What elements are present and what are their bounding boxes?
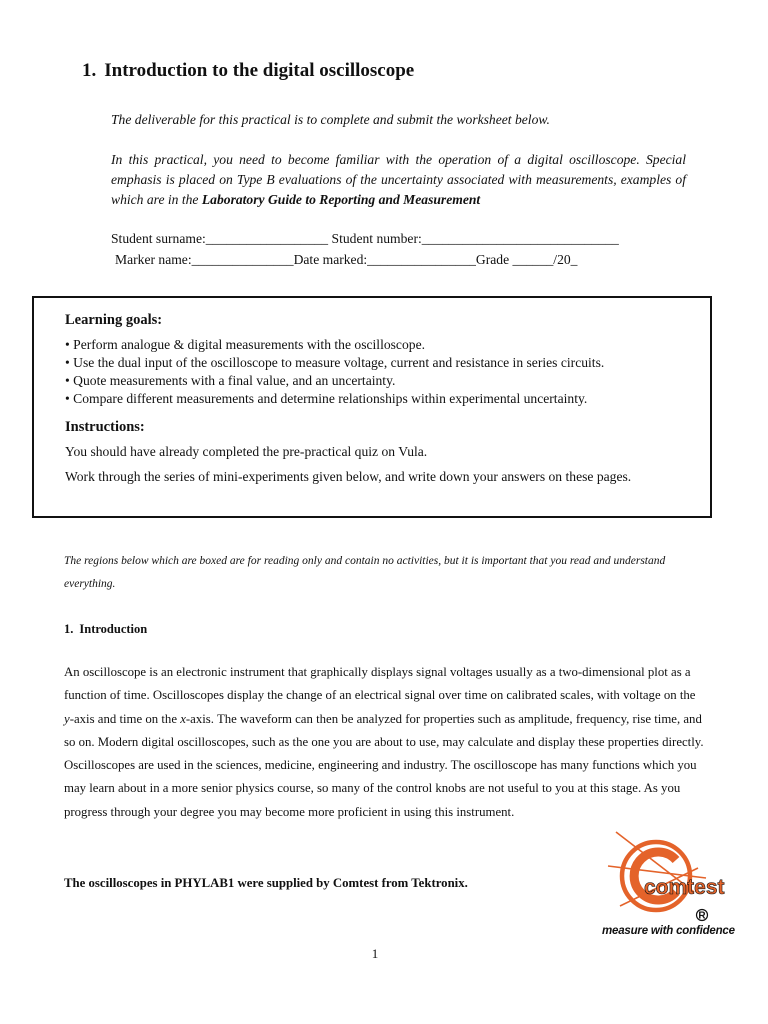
- supplier-text: The oscilloscopes in PHYLAB1 were supplied by Comtest from Tektronix.: [64, 876, 468, 890]
- comtest-logo-mark: [598, 826, 738, 926]
- deliverable-text: The deliverable for this practical is to complete and submit the worksheet below.: [111, 112, 550, 127]
- learning-goals-box: [32, 296, 712, 518]
- logo-tagline: measure with confidence: [602, 925, 735, 937]
- body-text-part: -axis. The waveform can then be analyzed for properties such as amplitude, frequency, rise time, and so on. Modern digital oscilloscopes, such as the one you are about to use, may calculate and display these properties directly. Oscilloscopes are used in the sciences, medicine, engineering and industry. The oscilloscope has many functions which you may learn about in a more senior physics course, so many of the control knobs are not useful to you at this stage. As you progress through your degree you may become more proficient in using this instrument.: [64, 711, 704, 819]
- section-number: 1.: [82, 60, 97, 81]
- y-axis-label: y: [64, 711, 70, 726]
- title-text: Introduction to the digital oscilloscope: [104, 60, 415, 81]
- student-form-line: Student surname:__________________ Student number:_____________________________: [111, 231, 619, 246]
- learning-goal-item: • Compare different measurements and determine relationships within experimental uncertainty.: [65, 391, 588, 406]
- introduction-paragraph: [64, 661, 704, 824]
- section-heading-text: Introduction: [79, 622, 148, 636]
- learning-goal-item: • Use the dual input of the oscilloscope to measure voltage, current and resistance in series circuits.: [65, 355, 605, 370]
- marker-form-line: Marker name:_______________Date marked:________________Grade ______/20_: [115, 252, 578, 267]
- instructions-heading: Instructions:: [65, 419, 145, 435]
- instruction-item: You should have already completed the pre-practical quiz on Vula.: [65, 444, 428, 459]
- reading-note: The regions below which are boxed are for reading only and contain no activities, but it is important that you read and understand everything.: [64, 555, 666, 590]
- comtest-logo: [598, 826, 738, 944]
- svg-text:R: R: [698, 910, 706, 922]
- intro-paragraph-text: In this practical, you need to become familiar with the operation of a digital oscilloscope. Special emphasis is placed on Type B evaluations of the uncertainty associated with measurements, examples of which are in the: [111, 152, 686, 207]
- learning-goal-item: • Quote measurements with a final value, and an uncertainty.: [65, 373, 396, 388]
- instruction-item: Work through the series of mini-experiments given below, and write down your answers on these pages.: [65, 469, 632, 484]
- learning-goal-item: • Perform analogue & digital measurements with the oscilloscope.: [65, 337, 425, 352]
- learning-goals-list: [65, 336, 705, 408]
- section-heading-number: 1.: [64, 622, 74, 636]
- guide-reference: Laboratory Guide to Reporting and Measurement: [201, 192, 481, 207]
- page-title: [82, 60, 414, 82]
- learning-goals-heading: Learning goals:: [65, 312, 163, 328]
- page-number: 1: [371, 946, 379, 961]
- intro-paragraph: [111, 150, 686, 210]
- x-axis-label: x: [180, 711, 186, 726]
- logo-brand-text: comtest: [644, 876, 725, 899]
- body-text-part: -axis and time on the: [69, 711, 181, 726]
- body-text-part: An oscilloscope is an electronic instrument that graphically displays signal voltages usually as a two-dimensional plot as a function of time. Oscilloscopes display the change of an electrical signal over time on calibrated scales, with voltage on the: [64, 665, 696, 703]
- section-heading: [64, 622, 147, 637]
